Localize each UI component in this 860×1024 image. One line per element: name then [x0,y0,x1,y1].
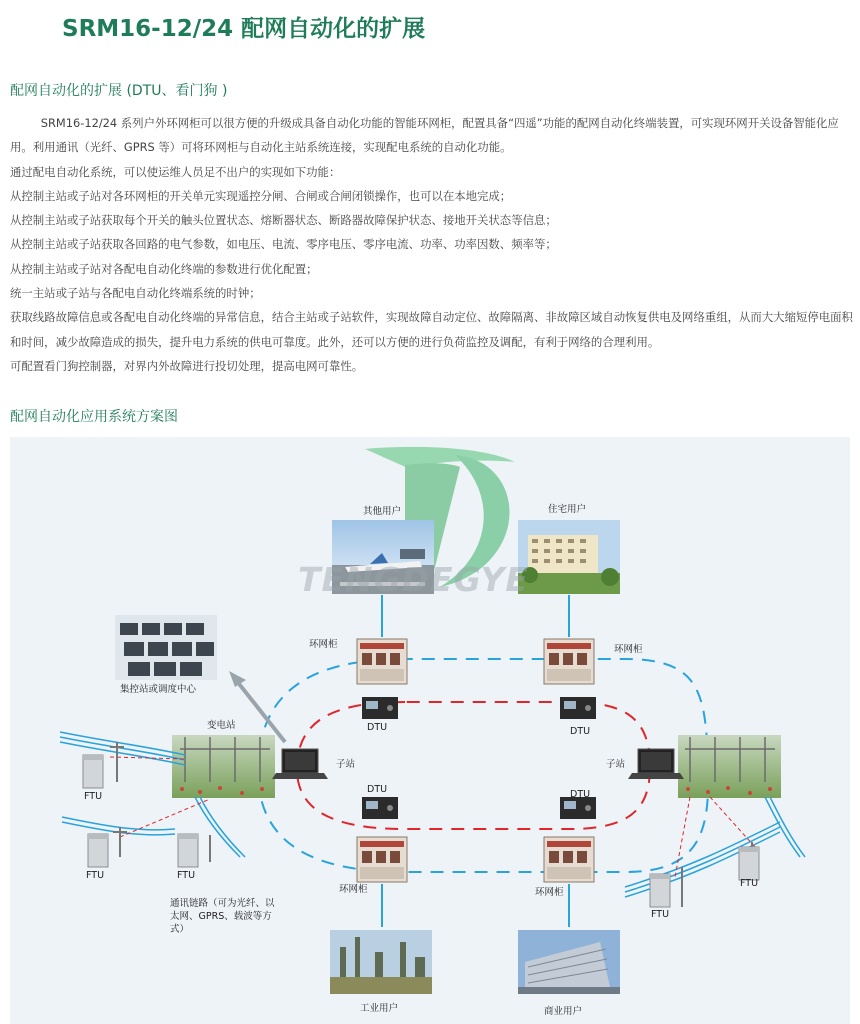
page-title: SRM16-12/24 配网自动化的扩展 [62,16,426,42]
label-dtu: DTU [570,789,591,800]
ftu-box [83,755,103,788]
label-ftu: FTU [740,878,759,889]
paragraph: 获取线路故障信息或各配电自动化终端的异常信息，结合主站或子站软件，实现故障自动定位、故障隔离、非故障区域自动恢复供电及网络重组，从而大大缩短停电面积和时间，减少故障造成的损失，提升电力系统的供电可靠度。此外，还可以方便的进行负荷监控及调配，有利于网络的合理利用。 [10,310,853,349]
label-ftu: FTU [651,909,670,920]
substation-photo-left [172,735,275,798]
industrial-users-photo [330,930,432,994]
label-other-users: 其他用户 [363,506,402,517]
ring-cabinet-unit [357,639,407,684]
body-text [10,111,856,378]
dtu-device [560,697,596,719]
diagram-graphics [10,437,850,1024]
label-dtu: DTU [570,726,591,737]
commercial-users-photo [518,930,620,994]
ftu-box [739,847,759,880]
label-dtu: DTU [367,784,388,795]
label-ftu: FTU [84,791,103,802]
label-ring-cabinet: 环网柜 [309,639,338,650]
utility-pole [110,742,124,782]
label-ftu: FTU [86,870,105,881]
label-ring-cabinet: 环网柜 [614,644,643,655]
section-heading-diagram: 配网自动化应用系统方案图 [10,409,178,425]
paragraph: 从控制主站或子站对各配电自动化终端的参数进行优化配置； [10,261,318,276]
ring-cabinet-unit [544,639,594,684]
label-ring-cabinet: 环网柜 [535,887,564,898]
uplink-arrow [236,680,285,742]
ftu-box [178,834,198,867]
section-heading-extension: 配网自动化的扩展 (DTU、看门狗 ) [10,83,228,99]
label-residential-users: 住宅用户 [548,504,587,515]
label-substation: 变电站 [207,720,236,731]
ring-cabinet-unit [357,837,407,882]
watermark-text: TENGDEGYE [298,560,529,599]
ftu-box [650,874,670,907]
ring-cabinet-unit [544,837,594,882]
paragraph: 可配置看门狗控制器，对界内外故障进行投切处理，提高电网可靠性。 [10,358,364,373]
paragraph: 从控制主站或子站对各环网柜的开关单元实现遥控分闸、合闸或合闸闭锁操作，也可以在本地完成； [10,188,512,203]
control-center-photo [115,615,217,680]
label-control-center: 集控站或调度中心 [120,684,197,695]
paragraph: 从控制主站或子站获取每个开关的触头位置状态、熔断器状态、断路器故障保护状态、接地开关状态等信息； [10,213,557,228]
paragraph: 从控制主站或子站获取各回路的电气参数，如电压、电流、零序电压、零序电流、功率、功率因数、频率等； [10,237,557,252]
utility-pole [113,827,127,857]
laptop-icon-left [272,749,328,779]
label-industrial-users: 工业用户 [360,1003,399,1014]
laptop-icon-right [628,749,684,779]
label-commercial-users: 商业用户 [544,1006,583,1017]
label-comm-link: 通讯链路（可为光纤、以太网、GPRS、载波等方式） [170,898,275,935]
label-sub-station: 子站 [336,759,356,770]
paragraph: 通过配电自动化系统，可以使运维人员足不出户的实现如下功能： [10,164,341,179]
label-dtu: DTU [367,722,388,733]
paragraph-intro: SRM16-12/24 系列户外环网柜可以很方便的升级成具备自动化功能的智能环网柜，配置具备“四遥”功能的配网自动化终端装置，可实现环网开关设备智能化应用。利用通讯（光纤、GPRS 等）可将环网柜与自动化主站系统连接，实现配电系统的自动化功能。 [10,116,839,155]
label-sub-station: 子站 [606,759,626,770]
substation-photo-right [678,735,781,798]
label-ring-cabinet: 环网柜 [339,884,368,895]
paragraph: 统一主站或子站与各配电自动化终端系统的时钟； [10,286,261,301]
system-diagram [10,437,850,1024]
ftu-box [88,834,108,867]
residential-users-photo [518,520,620,594]
dtu-device [362,697,398,719]
label-ftu: FTU [177,870,196,881]
dtu-device [362,797,398,819]
